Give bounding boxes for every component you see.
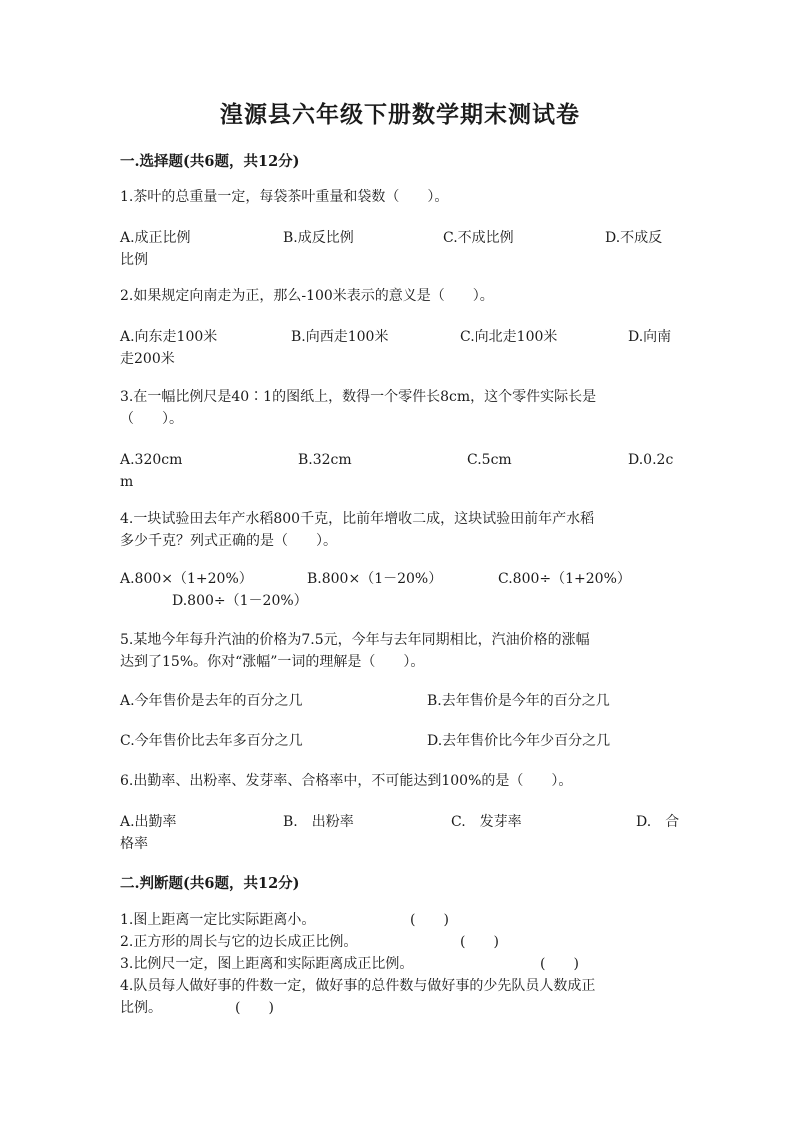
section-heading-choice: 一.选择题(共6题，共12分) <box>120 153 300 170</box>
section-heading-true-false: 二.判断题(共6题，共12分) <box>120 875 300 892</box>
question-3-stem <box>120 386 680 430</box>
option-c[interactable]: C. 发芽率 <box>451 814 522 830</box>
question-3-line-2: （ ）。 <box>120 411 183 427</box>
question-3-options <box>120 449 680 493</box>
question-4-line-1: 4.一块试验田去年产水稻800千克，比前年增收二成，这块试验田前年产水稻 <box>120 511 595 527</box>
question-4-line-2: 多少千克？列式正确的是（ ）。 <box>120 533 337 549</box>
question-1-stem: 1.茶叶的总重量一定，每袋茶叶重量和袋数（ ）。 <box>120 189 449 205</box>
option-c[interactable]: C.不成比例 <box>443 230 514 246</box>
option-d-continued: 格率 <box>120 836 148 852</box>
list-item <box>120 975 680 997</box>
answer-parentheses[interactable]: ( ) <box>235 1000 274 1016</box>
list-item <box>120 953 680 975</box>
statement-text-continued: 比例。 <box>120 1000 162 1016</box>
option-d[interactable]: D.800÷（1－20%） <box>172 593 308 609</box>
option-a[interactable]: A.成正比例 <box>120 230 191 246</box>
question-6-stem: 6.出勤率、出粉率、发芽率、合格率中，不可能达到100%的是（ ）。 <box>120 773 573 789</box>
list-item-continued <box>120 997 680 1019</box>
answer-parentheses[interactable]: ( ) <box>460 934 499 950</box>
option-b[interactable]: B.向西走100米 <box>291 329 389 345</box>
option-d[interactable]: D. 合 <box>636 814 680 830</box>
question-5-stem <box>120 629 680 673</box>
option-b[interactable]: B.成反比例 <box>283 230 354 246</box>
option-d[interactable]: D.0.2c <box>628 452 674 468</box>
question-2-options <box>120 326 680 370</box>
option-a[interactable]: A.向东走100米 <box>120 329 218 345</box>
option-d[interactable]: D.向南 <box>628 329 672 345</box>
question-5-options-row-2 <box>120 730 680 774</box>
option-c[interactable]: C.5cm <box>467 452 512 468</box>
question-1-options <box>120 227 680 271</box>
statement-text: 4.队员每人做好事的件数一定，做好事的总件数与做好事的少先队员人数成正 <box>120 978 596 994</box>
list-item <box>120 909 680 931</box>
answer-parentheses[interactable]: ( ) <box>540 956 579 972</box>
question-4-options <box>120 568 680 612</box>
question-4-stem <box>120 508 680 552</box>
question-6-options <box>120 811 680 855</box>
option-a[interactable]: A.出勤率 <box>120 814 177 830</box>
list-item <box>120 931 680 953</box>
option-d[interactable]: D.不成反 <box>605 230 663 246</box>
statement-text: 2.正方形的周长与它的边长成正比例。 <box>120 934 358 950</box>
page-title: 湟源县六年级下册数学期末测试卷 <box>220 101 580 128</box>
option-d-continued: m <box>120 474 134 490</box>
true-false-list <box>120 909 680 1019</box>
answer-parentheses[interactable]: ( ) <box>410 912 449 928</box>
question-5-line-1: 5.某地今年每升汽油的价格为7.5元，今年与去年同期相比，汽油价格的涨幅 <box>120 632 590 648</box>
option-c[interactable]: C.今年售价比去年多百分之几 <box>120 733 303 749</box>
option-b[interactable]: B.800×（1－20%） <box>307 571 443 587</box>
option-c[interactable]: C.800÷（1+20%） <box>498 571 631 587</box>
option-d[interactable]: D.去年售价比今年少百分之几 <box>427 733 611 749</box>
statement-text: 1.图上距离一定比实际距离小。 <box>120 912 316 928</box>
question-5-options-row-1 <box>120 690 680 734</box>
option-a[interactable]: A.320cm <box>120 452 183 468</box>
statement-text: 3.比例尺一定，图上距离和实际距离成正比例。 <box>120 956 414 972</box>
option-b[interactable]: B. 出粉率 <box>283 814 354 830</box>
option-d-continued: 走200米 <box>120 351 175 367</box>
option-c[interactable]: C.向北走100米 <box>460 329 558 345</box>
option-b[interactable]: B.32cm <box>298 452 352 468</box>
option-d-continued: 比例 <box>120 252 148 268</box>
question-3-line-1: 3.在一幅比例尺是40∶1的图纸上，数得一个零件长8cm，这个零件实际长是 <box>120 389 597 405</box>
option-b[interactable]: B.去年售价是今年的百分之几 <box>427 693 610 709</box>
option-a[interactable]: A.今年售价是去年的百分之几 <box>120 693 303 709</box>
question-2-stem: 2.如果规定向南走为正，那么-100米表示的意义是（ ）。 <box>120 288 494 304</box>
question-5-line-2: 达到了15%。你对“涨幅”一词的理解是（ ）。 <box>120 654 425 670</box>
option-a[interactable]: A.800×（1+20%） <box>120 571 253 587</box>
